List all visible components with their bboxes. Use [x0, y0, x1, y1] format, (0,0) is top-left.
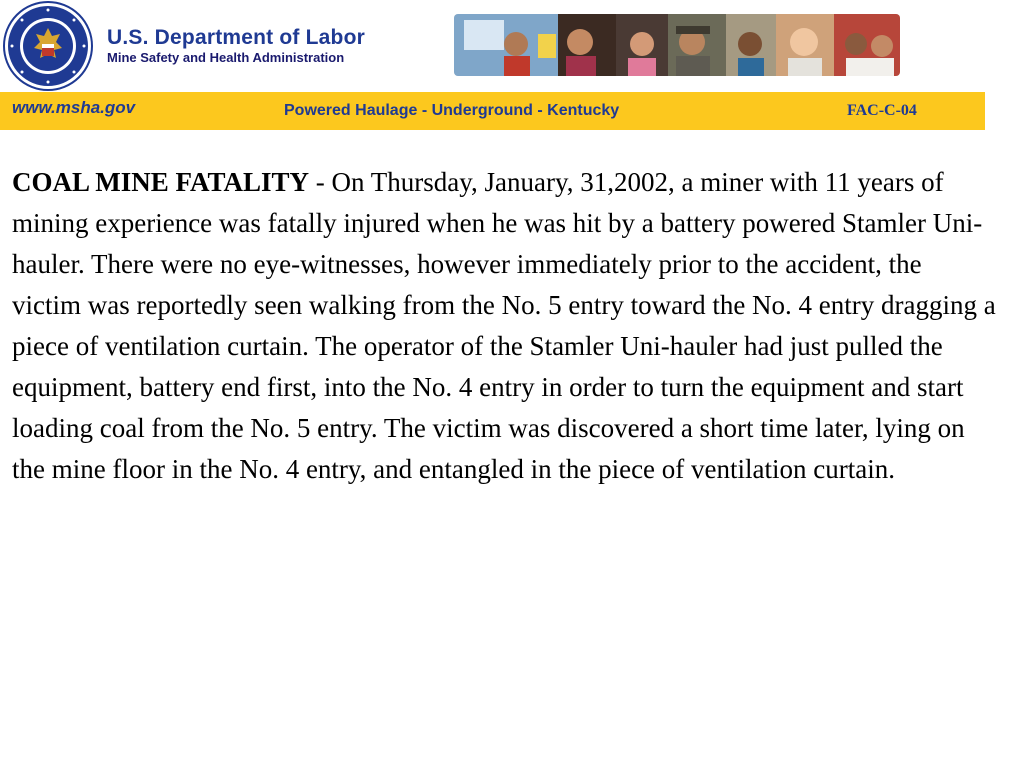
- report-code: FAC-C-04: [847, 102, 917, 119]
- agency-name-block: [107, 26, 365, 66]
- article-headline: COAL MINE FATALITY: [12, 167, 310, 197]
- title-banner: [0, 92, 985, 130]
- report-subject: Powered Haulage - Underground - Kentucky: [284, 102, 620, 119]
- dol-seal-icon: [2, 0, 94, 92]
- workers-photo-strip-icon: [454, 14, 900, 76]
- department-name: U.S. Department of Labor: [107, 26, 365, 49]
- article-body: - On Thursday, January, 31,2002, a miner with 11 years of mining experience was fatally injured when he was hit by a battery powered Stamler Uni-hauler. There were no eye-witnesses, however immediately prior to the accident, the victim was reportedly seen walking from the No. 5 entry toward the No. 4 entry dragging a piece of ventilation curtain. The operator of the Stamler Uni-hauler had just pulled the equipment, battery end first, into the No. 4 entry in order to turn the equipment and start loading coal from the No. 5 entry. The victim was discovered a short time later, lying on the mine floor in the No. 4 entry, and entangled in the piece of ventilation curtain.: [12, 167, 996, 484]
- website-link[interactable]: www.msha.gov: [12, 98, 136, 117]
- administration-name: Mine Safety and Health Administration: [107, 50, 345, 65]
- fatality-description: [12, 162, 997, 490]
